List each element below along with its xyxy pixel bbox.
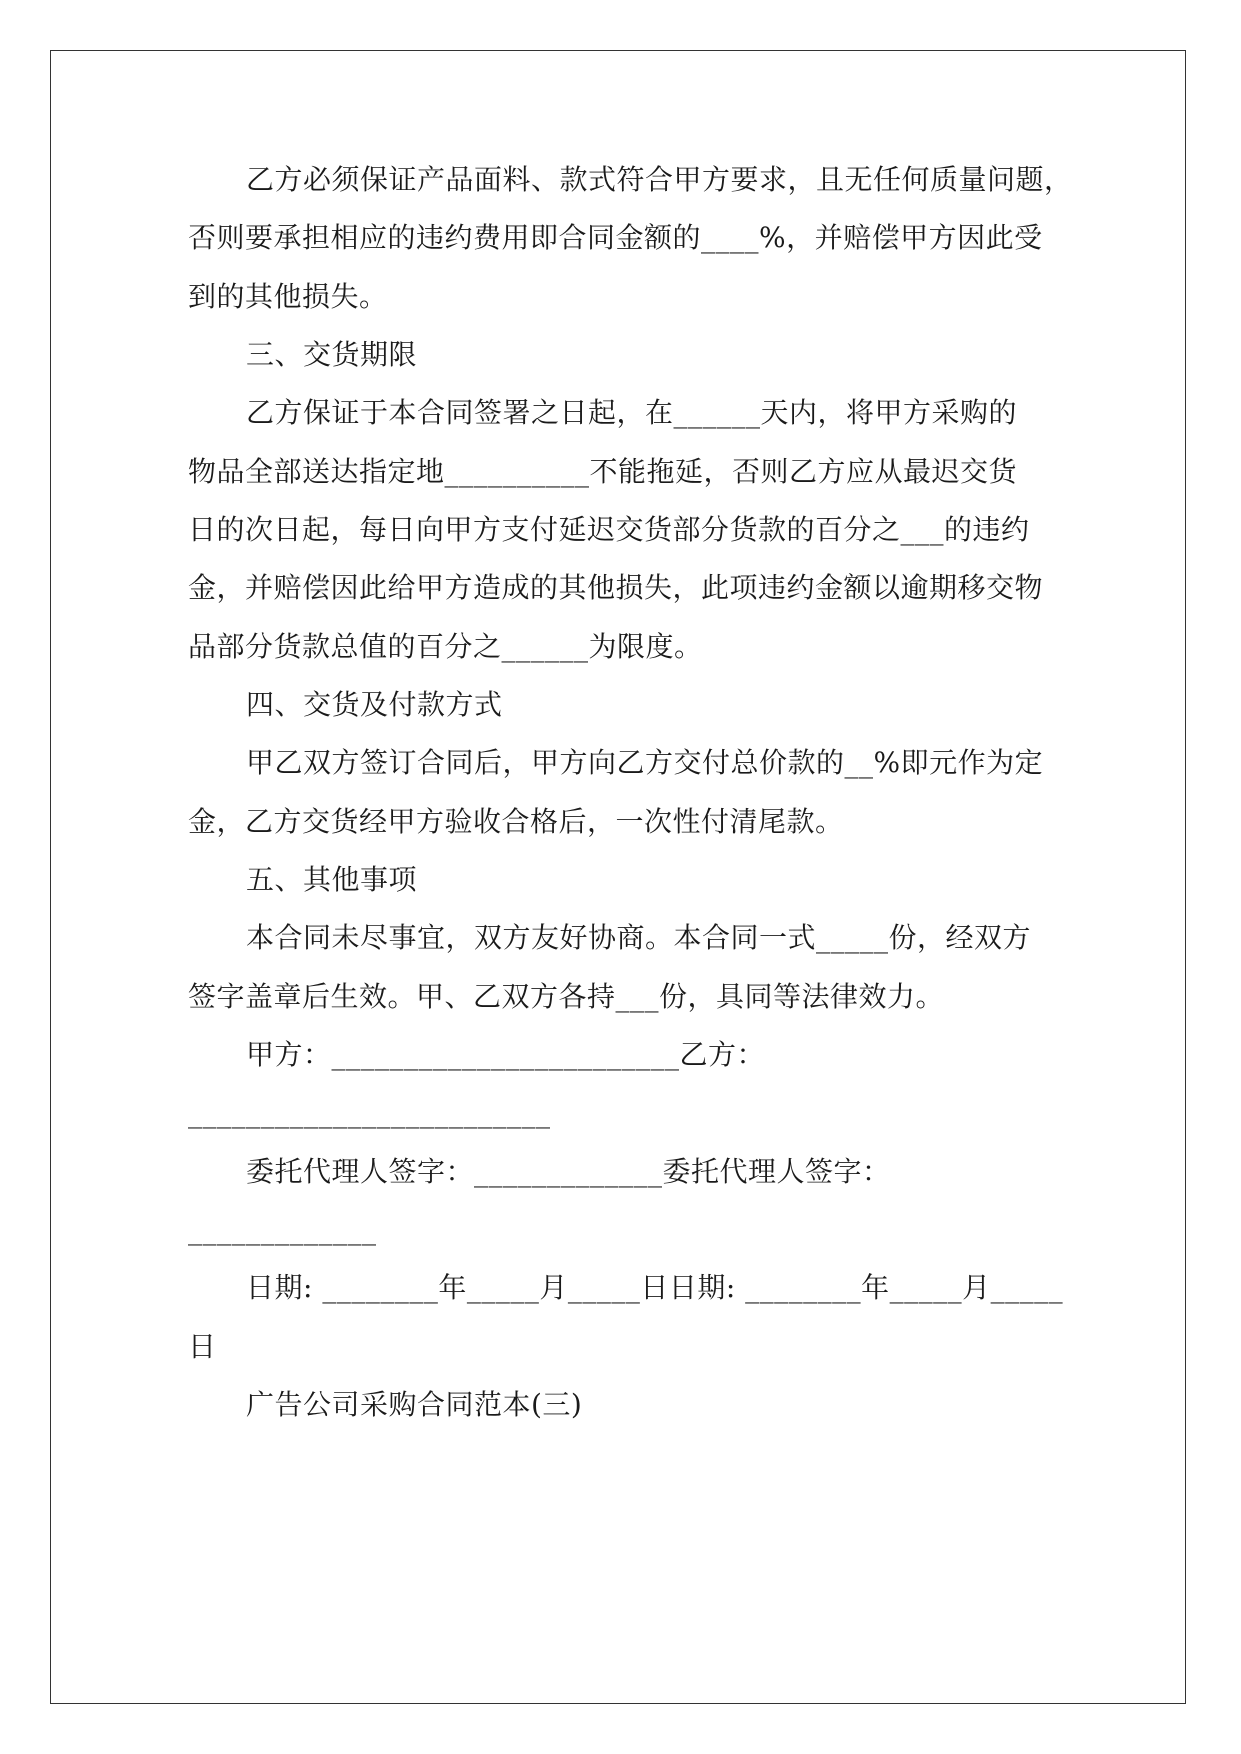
signature-agent-blank: _____________	[188, 1213, 377, 1246]
paragraph-payment-line-2: 金，乙方交货经甲方验收合格后，一次性付清尾款。	[188, 805, 844, 838]
section-heading-payment: 四、交货及付款方式	[246, 688, 503, 721]
paragraph-other-line-2: 签字盖章后生效。甲、乙双方各持___份，具同等法律效力。	[188, 980, 945, 1013]
signature-party-blank: _________________________	[188, 1096, 551, 1129]
section-heading-other: 五、其他事项	[246, 863, 418, 896]
next-section-title: 广告公司采购合同范本(三)	[246, 1388, 583, 1421]
paragraph-delivery-line-4: 金，并赔偿因此给甲方造成的其他损失，此项违约金额以逾期移交物	[188, 571, 1044, 604]
paragraph-quality-line-2: 否则要承担相应的违约费用即合同金额的____%，并赔偿甲方因此受	[188, 221, 1043, 254]
signature-agent-line: 委托代理人签字：_____________委托代理人签字：	[246, 1155, 891, 1188]
signature-party-line: 甲方：________________________乙方：	[246, 1038, 766, 1071]
paragraph-delivery-line-1: 乙方保证于本合同签署之日起，在______天内，将甲方采购的	[246, 396, 1018, 429]
paragraph-delivery-line-2: 物品全部送达指定地__________不能拖延，否则乙方应从最迟交货	[188, 455, 1018, 488]
section-heading-delivery-period: 三、交货期限	[246, 338, 418, 371]
paragraph-delivery-line-3: 日的次日起，每日向甲方支付延迟交货部分货款的百分之___的违约	[188, 513, 1030, 546]
paragraph-quality-line-1: 乙方必须保证产品面料、款式符合甲方要求，且无任何质量问题，	[246, 163, 1073, 196]
signature-date-line: 日期: ________年_____月_____日日期: ________年_____月_____	[246, 1271, 1064, 1304]
paragraph-delivery-line-5: 品部分货款总值的百分之______为限度。	[188, 630, 703, 663]
paragraph-payment-line-1: 甲乙双方签订合同后，甲方向乙方交付总价款的__%即元作为定	[246, 746, 1044, 779]
paragraph-quality-line-3: 到的其他损失。	[188, 280, 388, 313]
signature-date-day: 日	[188, 1330, 217, 1363]
paragraph-other-line-1: 本合同未尽事宜，双方友好协商。本合同一式_____份，经双方	[246, 921, 1032, 954]
